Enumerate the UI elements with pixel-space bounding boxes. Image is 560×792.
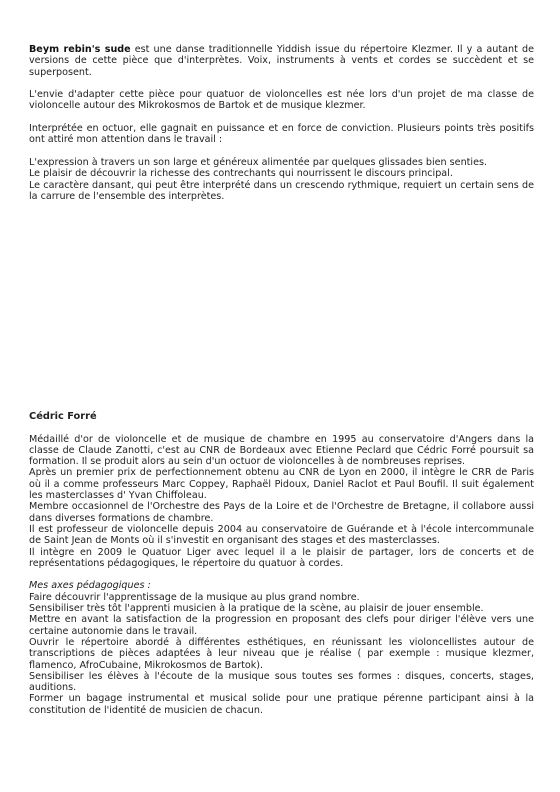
axis-item: Sensibiliser très tôt l'apprenti musicien à la pratique de la scène, au plaisir de jouer ensemble. xyxy=(29,603,484,615)
section-biography xyxy=(29,411,534,716)
bio-paragraph: Il est professeur de violoncelle depuis 2004 au conservatoire de Guérande et à l'école intercommunale de Saint Jean de Monts où il s'investit en organisant des stages et des masterclasses. xyxy=(29,523,534,547)
axis-item: Ouvrir le répertoire abordé à différentes esthétiques, en réunissant les violoncellistes autour de transcriptions de pièces adaptées à leur niveau que je réalise ( par exemple : musique klezmer, flamenco, AfroCubaine, Mikrokosmos de Bartok). xyxy=(29,636,534,671)
point-item: Le plaisir de découvrir la richesse des contrechants qui nourrissent le discours principal. xyxy=(29,168,453,180)
octet-paragraph: Interprétée en octuor, elle gagnait en puissance et en force de conviction. Plusieurs points très positifs ont attiré mon attention dans le travail : xyxy=(29,123,534,146)
motivation-paragraph: L'envie d'adapter cette pièce pour quatuor de violoncelles est née lors d'un projet de ma classe de violoncelle autour des Mikrokosmos de Bartok et de musique klezmer. xyxy=(29,89,534,112)
bio-paragraph: Médaillé d'or de violoncelle et de musique de chambre en 1995 au conservatoire d'Angers dans la classe de Claude Zanotti, c'est au CNR de Bordeaux avec Etienne Peclard que Cédric Forré poursuit sa formation. Il se produit alors au sein d'un octuor de violoncelles à de nombreuses reprises. xyxy=(29,433,534,468)
bio-paragraph: Il intègre en 2009 le Quatuor Liger avec lequel il a le plaisir de partager, lors de concerts et de représentations pédagogiques, le répertoire du quatuor à cordes. xyxy=(29,546,534,569)
axes-title: Mes axes pédagogiques : xyxy=(29,580,151,592)
axis-item: Sensibiliser les élèves à l'écoute de la musique sous toutes ses formes : disques, concerts, stages, auditions. xyxy=(29,670,534,694)
axis-item: Mettre en avant la satisfaction de la progression en proposant des clefs pour diriger l'élève vers une certaine autonomie dans le travail. xyxy=(29,614,534,637)
intro-text: est une danse traditionnelle Yiddish issue du répertoire Klezmer. Il y a autant de versions de cette pièce que d'interprètes. Voix, instruments à vents et cordes se succèdent et se superposent. xyxy=(29,44,534,78)
point-item: Le caractère dansant, qui peut être interprété dans un crescendo rythmique, requiert un certain sens de la carrure de l'ensemble des interprètes. xyxy=(29,179,534,202)
intro-paragraph xyxy=(29,44,534,78)
bio-paragraph: Membre occasionnel de l'Orchestre des Pays de la Loire et de l'Orchestre de Bretagne, il collabore aussi dans diverses formations de chambre. xyxy=(29,501,534,524)
point-item: L'expression à travers un son large et généreux alimentée par quelques glissades bien senties. xyxy=(29,156,488,168)
axis-item: Former un bagage instrumental et musical solide pour une pratique pérenne participant ainsi à la constitution de l'identité de musicien de chacun. xyxy=(29,693,534,716)
section-piece-description xyxy=(29,44,534,202)
piece-title: Beym rebin's sude xyxy=(29,44,131,55)
bio-paragraph: Après un premier prix de perfectionnement obtenu au CNR de Lyon en 2000, il intègre le CRR de Paris où il a comme professeurs Marc Coppey, Raphaël Pidoux, Daniel Raclot et Paul Boufil. Il suit également les masterclasses d' Yvan Chiffoleau. xyxy=(29,467,534,502)
author-name: Cédric Forré xyxy=(29,411,97,422)
axis-item: Faire découvrir l'apprentissage de la musique au plus grand nombre. xyxy=(29,591,360,603)
